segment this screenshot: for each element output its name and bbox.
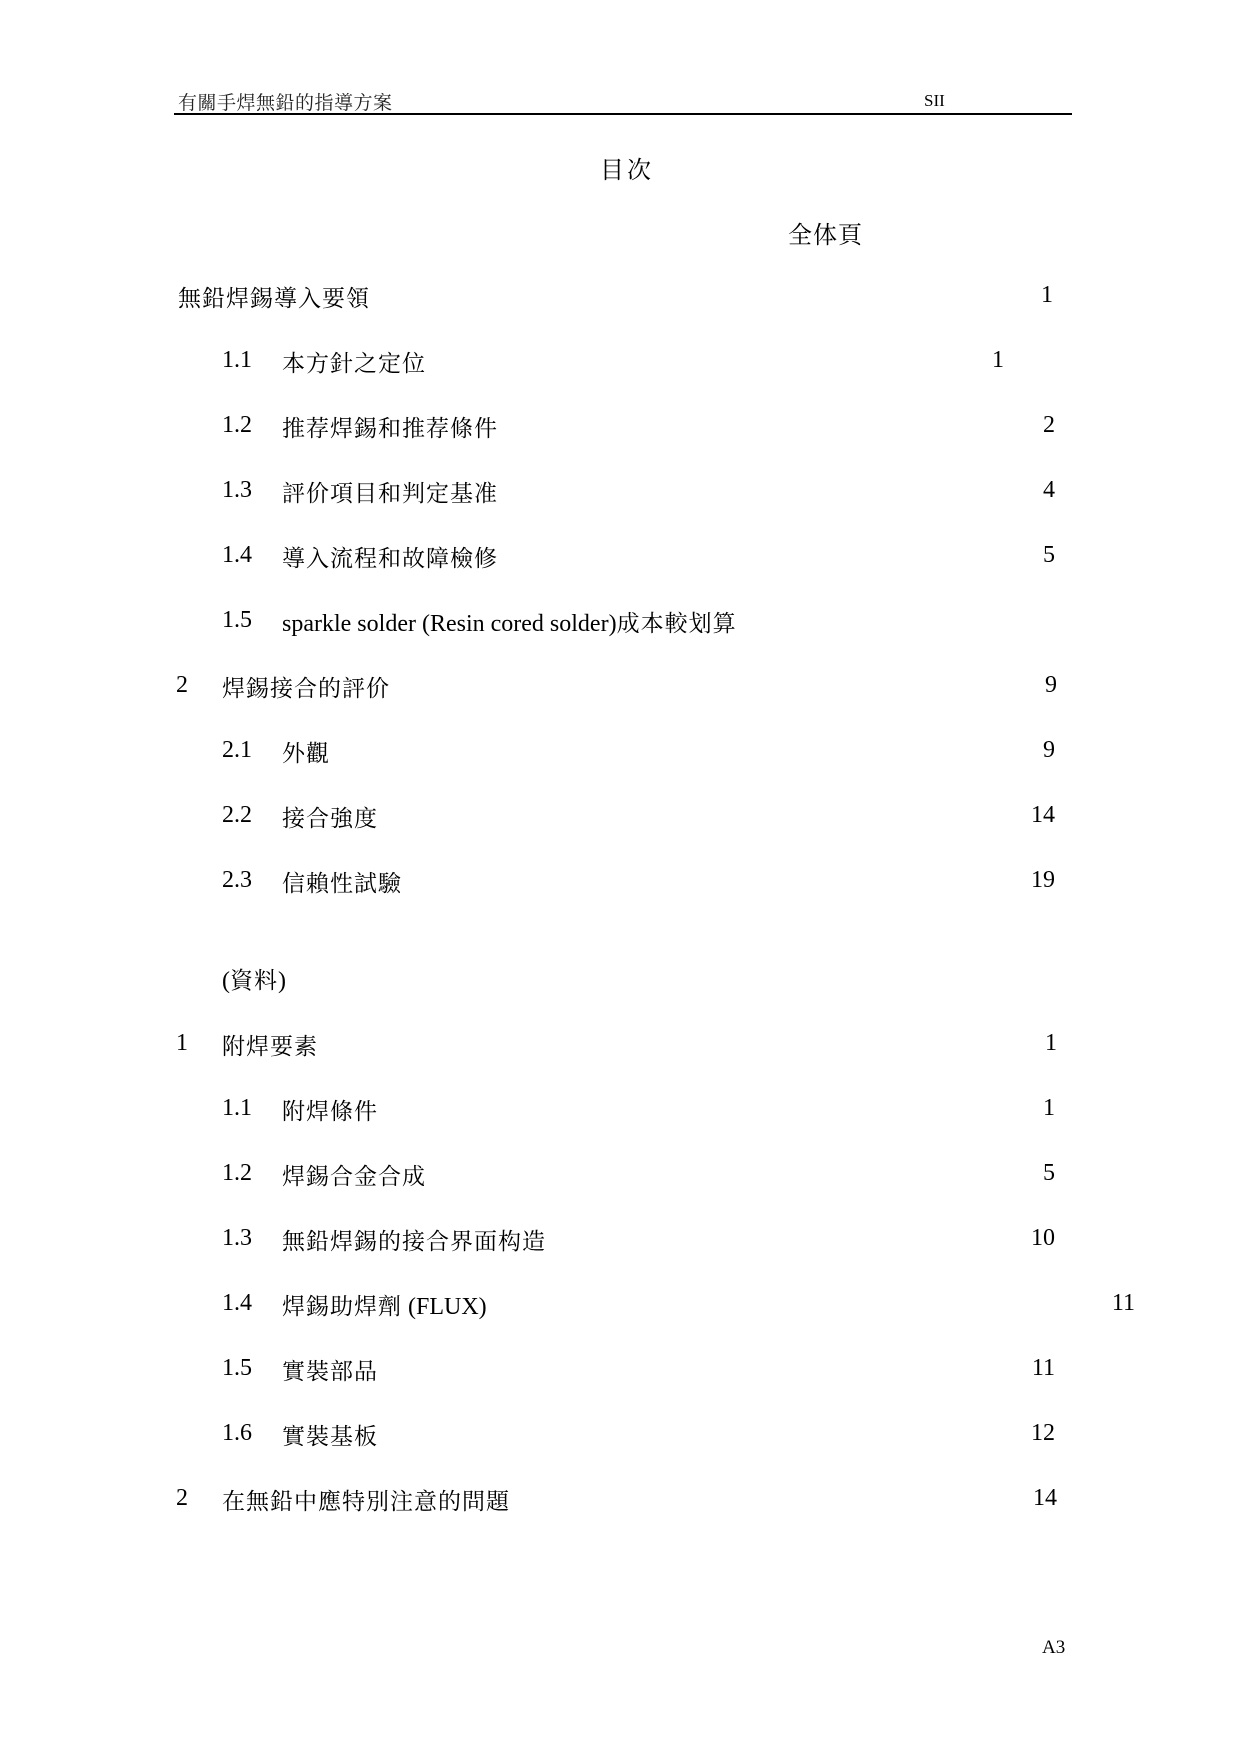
toc-entry-label-cjk: 成本較划算 [616, 611, 737, 637]
toc-entry-number: 2.2 [222, 802, 252, 828]
toc-entry-number: 2 [176, 672, 188, 698]
page-column-heading: 全体頁 [788, 221, 863, 249]
toc-entry-page: 1 [992, 347, 1004, 373]
toc-entry-page: 5 [1043, 1160, 1055, 1186]
toc-entry-number: 2 [176, 1485, 188, 1511]
toc-entry [0, 1349, 1241, 1389]
toc-entry-label: 在無鉛中應特別注意的問題 [222, 1489, 510, 1515]
toc-entry-label-paren-open: ( [222, 968, 230, 994]
toc-entry-label [222, 962, 286, 995]
toc-entry-page: 4 [1043, 477, 1055, 503]
toc-entry-page: 9 [1045, 672, 1057, 698]
toc-entry [0, 406, 1241, 446]
toc-entry-number: 1.5 [222, 1355, 252, 1381]
toc-entry [0, 1414, 1241, 1454]
toc-entry [0, 861, 1241, 901]
toc-entry-label: 無鉛焊錫導入要領 [178, 286, 370, 312]
toc-entry [0, 471, 1241, 511]
toc-entry [0, 1479, 1241, 1519]
toc-entry-page: 1 [1041, 282, 1053, 308]
toc-entry-number: 1.2 [222, 412, 252, 438]
toc-entry-label: 外觀 [282, 741, 330, 767]
toc-entry [0, 1219, 1241, 1259]
toc-entry [0, 1284, 1241, 1324]
toc-entry-page: 2 [1043, 412, 1055, 438]
toc-entry-label: 實裝基板 [282, 1424, 378, 1450]
toc-entry-number: 1.4 [222, 542, 252, 568]
toc-entry [0, 796, 1241, 836]
toc-entry-number: 1.3 [222, 1225, 252, 1251]
toc-entry-page: 11 [1111, 1290, 1135, 1316]
toc-entry [0, 731, 1241, 771]
toc-entry [0, 341, 1241, 381]
toc-entry-number: 1 [176, 1030, 188, 1056]
toc-entry-page: 10 [1031, 1225, 1055, 1251]
toc-entry [0, 1154, 1241, 1194]
toc-entry-page: 1 [1045, 1030, 1057, 1056]
toc-entry-label [282, 605, 737, 638]
toc-entry-page: 14 [1033, 1485, 1057, 1511]
running-header-right: SII [924, 91, 945, 110]
toc-entry [0, 276, 1241, 316]
toc-entry-label-cjk: 焊錫助焊劑 [282, 1294, 402, 1320]
toc-entry-number: 2.3 [222, 867, 252, 893]
toc-entry-label: 本方針之定位 [282, 351, 426, 377]
toc-entry-number: 1.1 [222, 347, 252, 373]
running-header-left: 有關手焊無鉛的指導方案 [178, 92, 393, 114]
toc-entry-page: 19 [1031, 867, 1055, 893]
toc-section-heading [0, 958, 1241, 998]
toc-entry-number: 2.1 [222, 737, 252, 763]
toc-entry-page: 5 [1043, 542, 1055, 568]
toc-entry-label: 接合強度 [282, 806, 378, 832]
toc-entry-label-paren-close: ) [278, 968, 286, 994]
toc-entry-page: 9 [1043, 737, 1055, 763]
toc-entry-label [282, 1288, 487, 1321]
toc-entry-number: 1.4 [222, 1290, 252, 1316]
toc-entry-label: 推荐焊錫和推荐條件 [282, 416, 498, 442]
toc-entry-page: 14 [1031, 802, 1055, 828]
page-footer: A3 [1042, 1637, 1066, 1658]
toc-entry [0, 666, 1241, 706]
toc-entry-label: 附焊條件 [282, 1099, 378, 1125]
toc-entry-label-latin: (FLUX) [402, 1294, 487, 1320]
toc-entry-number: 1.2 [222, 1160, 252, 1186]
toc-entry-number: 1.5 [222, 607, 252, 633]
toc-entry-page: 11 [1031, 1355, 1055, 1381]
toc-entry-label: 評价項目和判定基准 [282, 481, 498, 507]
toc-entry-label-latin: sparkle solder (Resin cored solder) [282, 611, 617, 637]
toc-entry-label: 焊錫接合的評价 [222, 676, 390, 702]
header-rule [174, 113, 1072, 115]
toc-entry-number: 1.6 [222, 1420, 252, 1446]
toc-entry-label: 導入流程和故障檢修 [282, 546, 498, 572]
toc-entry [0, 601, 1241, 641]
toc-entry [0, 1089, 1241, 1129]
toc-title: 目次 [600, 156, 654, 184]
toc-entry-label: 附焊要素 [222, 1034, 318, 1060]
toc-entry-label-cjk: 資料 [230, 968, 278, 994]
toc-entry-label: 信賴性試驗 [282, 871, 402, 897]
toc-entry-label: 無鉛焊錫的接合界面构造 [282, 1229, 546, 1255]
toc-entry [0, 1024, 1241, 1064]
toc-entry-page: 1 [1043, 1095, 1055, 1121]
toc-entry-number: 1.1 [222, 1095, 252, 1121]
toc-entry-label: 焊錫合金合成 [282, 1164, 426, 1190]
toc-entry-number: 1.3 [222, 477, 252, 503]
toc-entry-page: 12 [1031, 1420, 1055, 1446]
toc-entry-label: 實裝部品 [282, 1359, 378, 1385]
toc-entry [0, 536, 1241, 576]
